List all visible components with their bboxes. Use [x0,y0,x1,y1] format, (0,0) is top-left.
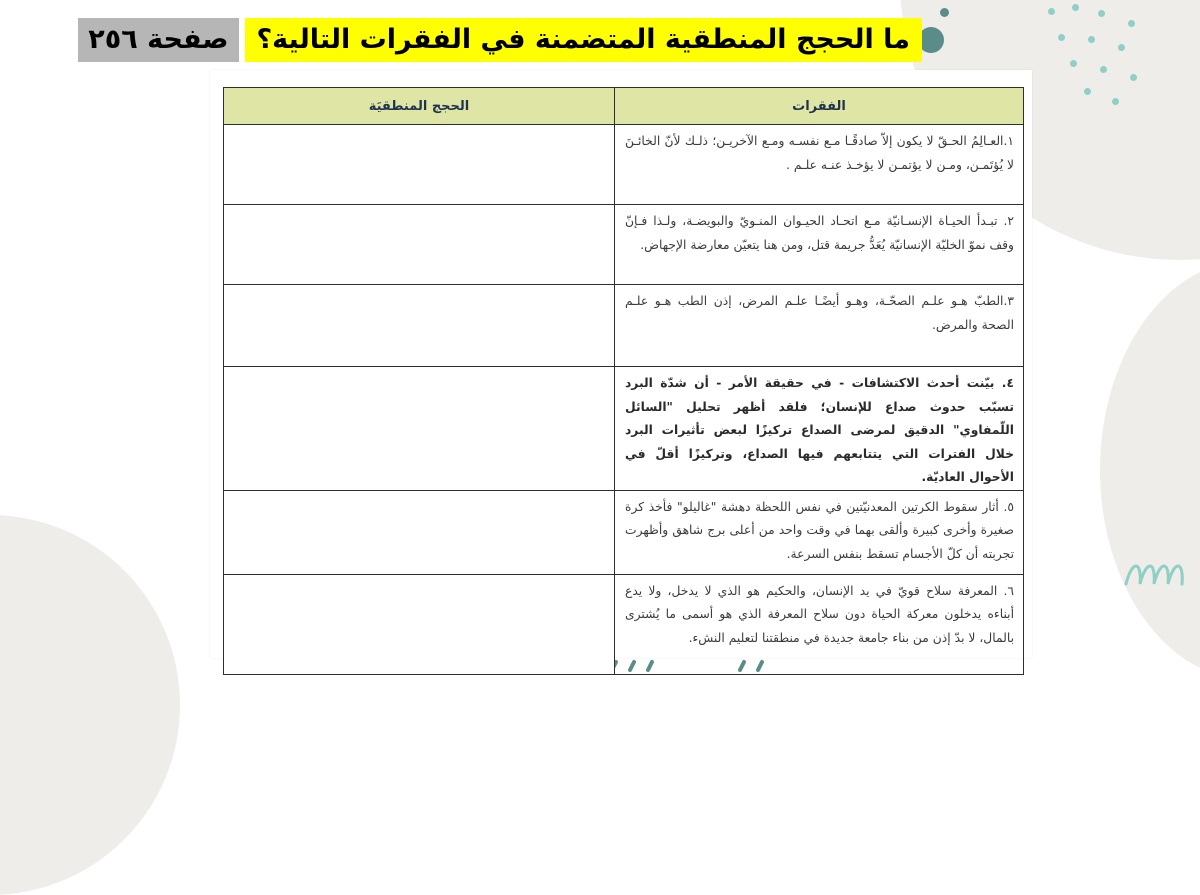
argument-answer-cell[interactable] [224,205,615,285]
table-row [224,285,1024,367]
header-row [88,16,922,64]
column-header-paragraphs: الفقرات [615,88,1024,125]
background-shape-right [1100,260,1200,680]
paragraph-cell: ٦. المعرفة سلاح قويّ في يد الإنسان، والحكيم هو الذي لا يدخل، ولا يدع أبناءه يدخلون معركة الحياة دون سلاح المعرفة الذي هو أسمى ما يُشترى بالمال، لا بدّ إذن من بناء جامعة جديدة في منطقتنا لتعليم النشء. [615,574,1024,674]
page-title: ما الحجج المنطقية المتضمنة في الفقرات التالية؟ [245,18,922,62]
worksheet [210,70,1032,658]
argument-answer-cell[interactable] [224,285,615,367]
argument-answer-cell[interactable] [224,367,615,491]
table-row [224,574,1024,674]
background-shape-bottom-left [0,515,180,895]
table-row [224,125,1024,205]
argument-answer-cell[interactable] [224,125,615,205]
decor-dot-accent [940,8,949,17]
argument-answer-cell[interactable] [224,490,615,574]
paragraph-cell: ٥. أثار سقوط الكرتين المعدنيّتين في نفس اللحظة دهشة "غاليلو" فأخذ كرة صغيرة وأخرى كبيرة وألقى بهما في وقت واحد من أعلى برج شاهق وأظهرت تجربته أن كلّ الأجسام تسقط بنفس السرعة. [615,490,1024,574]
page-number-label: صفحة ٢٥٦ [78,18,238,62]
paragraph-cell: ٤. بيّنت أحدث الاكتشافات - في حقيقة الأمر - أن شدّة البرد تسبّب حدوث صداع للإنسان؛ فلقد أظهر تحليل "السائل اللّمفاوي" الدقيق لمرضى الصداع تركيزًا لبعض تأثيرات البرد خلال الفترات التي يتتابعهم فيها الصداع، وتركيزًا أقلّ في الأحوال العاديّة. [615,367,1024,491]
table-row [224,367,1024,491]
paragraph-cell: ١.العـالِمُ الحـقّ لا يكون إلاّ صادقًـا مـع نفسـه ومـع الآخريـن؛ ذلـك لأنّ الخائـنَ لا يُؤتَمـن، ومـن لا يؤتمـن لا يؤخـذ عنـه علـم . [615,125,1024,205]
exercise-table [223,87,1024,675]
table-header-row [224,88,1024,125]
paragraph-cell: ٣.الطبّ هـو علـم الصحّـة، وهـو أيضًـا علـم المرض، إذن الطب هـو علـم الصحة والمرض. [615,285,1024,367]
paragraph-cell: ٢. تبـدأ الحيـاة الإنسـانيّة مـع اتحـاد الحيـوان المنـويّ والبويضـة، ولـذا فـإنّ وقف نموّ الخليّة الإنسانيّة يُعَدُّ جريمة قتل، ومن هنا يتعيّن معارضة الإجهاض. [615,205,1024,285]
argument-answer-cell[interactable] [224,574,615,674]
decor-wave-lines [1120,540,1200,600]
table-row [224,490,1024,574]
table-row [224,205,1024,285]
column-header-arguments: الحجج المنطقيَة [224,88,615,125]
